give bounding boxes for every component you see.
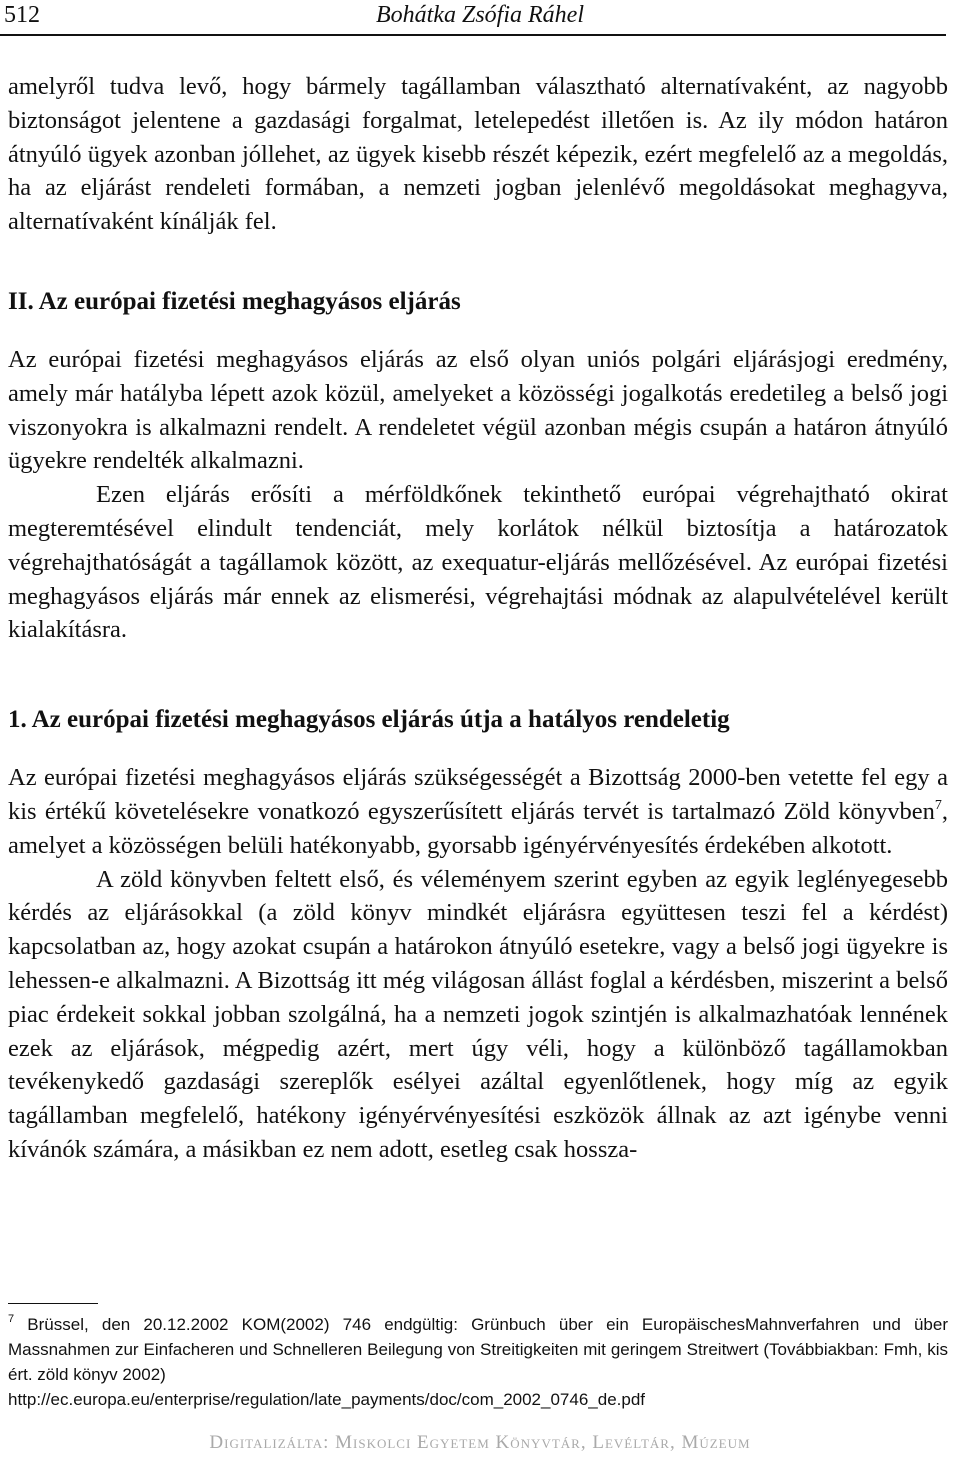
paragraph-green-paper-text-b: , amelyet a közösségen belüli hatékonyabb, gyorsabb igényérvényesítés érdekében alkotott.: [8, 797, 948, 859]
page-number: 512: [4, 2, 40, 28]
section-heading-ii: II. Az európai fizetési meghagyásos eljárás: [8, 287, 461, 315]
paragraph-continued: amelyről tudva levő, hogy bármely tagállamban választható alternatívaként, az nagyobb biztonságot jelentene a gazdasági forgalmat, letelepedést illetően is. Az ily módon határon átnyúló ügyek azonban jóllehet, az ügyek kisebb részét képezik, ezért megfelelő az a megoldás, ha az eljárást rendeleti formában, a nemzeti jogban jelenlévő megoldásokat meghagyva, alternatívaként kínálják fel.: [8, 73, 948, 236]
footnote-text: [8, 1312, 948, 1387]
paragraph-green-paper: [8, 761, 948, 862]
paragraph-first-question: A zöld könyvben feltett első, és véleményem szerint egyben az egyik leglényegesebb kérdés az eljárásokkal (a zöld könyv mindkét eljárásra együttesen teszi fel a kérdést) kapcsolatban az, hogy azokat csupán a határokon átnyúló esetekre, vagy a belső jogi ügyekre is lehessen-e alkalmazni. A Bizottság itt még világosan állást foglal a kérdésben, miszerint a belső piac érdekeit sokkal jobban szolgálná, ha a nemzeti jogok szintjén is alkalmazhatóak lennének ezek az eljárások, mégpedig azért, mert úgy véli, hogy a különböző tagállamokban tevékenykedő gazdasági szereplők esélyei azáltal egyenlőtlenek, hogy míg az egyik tagállamban megfelelő, hatékony igényérvényesítési eszközök állnak az azt igénybe venni kívánók számára, a másikban ez nem adott, esetleg csak hossza-: [8, 865, 948, 1163]
header-rule: [0, 34, 946, 36]
footnote-url: http://ec.europa.eu/enterprise/regulation/late_payments/doc/com_2002_0746_de.pdf: [8, 1390, 646, 1409]
footnote-number: 7: [8, 1313, 15, 1325]
subsection-heading-1: 1. Az európai fizetési meghagyásos eljárás útja a hatályos rendeletig: [8, 706, 730, 734]
page-header: [0, 0, 960, 40]
paragraph-green-paper-text-a: Az európai fizetési meghagyásos eljárás szükségességét a Bizottság 2000-ben vetette fel egy a kis értékű követelésekre vonatkozó egyszerűsített eljárás tervét is tartalmazó Zöld könyvben: [8, 764, 948, 825]
footnote-block: [8, 1312, 948, 1412]
footnote-rule: [8, 1303, 98, 1304]
footnote-reference: 7: [934, 797, 942, 813]
digitization-watermark: Digitalizálta: Miskolci Egyetem Könyvtár, Levéltár, Múzeum: [209, 1432, 751, 1453]
running-head-author: Bohátka Zsófia Ráhel: [376, 2, 584, 28]
paragraph-intro: Az európai fizetési meghagyásos eljárás az első olyan uniós polgári eljárásjogi eredmény, amely már hatályba lépett azok közül, amelyeket a közösségi jogalkotás eredetileg a belső jogi viszonyokra is alkalmazni rendelt. A rendeletet végül azonban mégis csupán a határon átnyúló ügyekre rendelték alkalmazni.: [8, 345, 948, 475]
paragraph-enforcement: Ezen eljárás erősíti a mérföldkőnek tekinthető európai végrehajtható okirat megteremtésével elindult tendenciát, mely korlátok nélkül biztosítja a határozatok végrehajthatóságát a tagállamok között, az exequatur-eljárás mellőzésével. Az európai fizetési meghagyásos eljárás már ennek az elismerési, végrehajtási módnak az alapulvételével került kialakításra.: [8, 481, 948, 644]
body-text: [8, 70, 948, 1167]
footnote-body: Brüssel, den 20.12.2002 KOM(2002) 746 endgültig: Grünbuch über ein EuropäischesMahnverfahren und über Massnahmen zur Einfacheren und Schnelleren Beilegung von Streitigkeiten mit geringem Streitwert (Továbbiakban: Fmh, kis ért. zöld könyv 2002): [8, 1315, 948, 1384]
